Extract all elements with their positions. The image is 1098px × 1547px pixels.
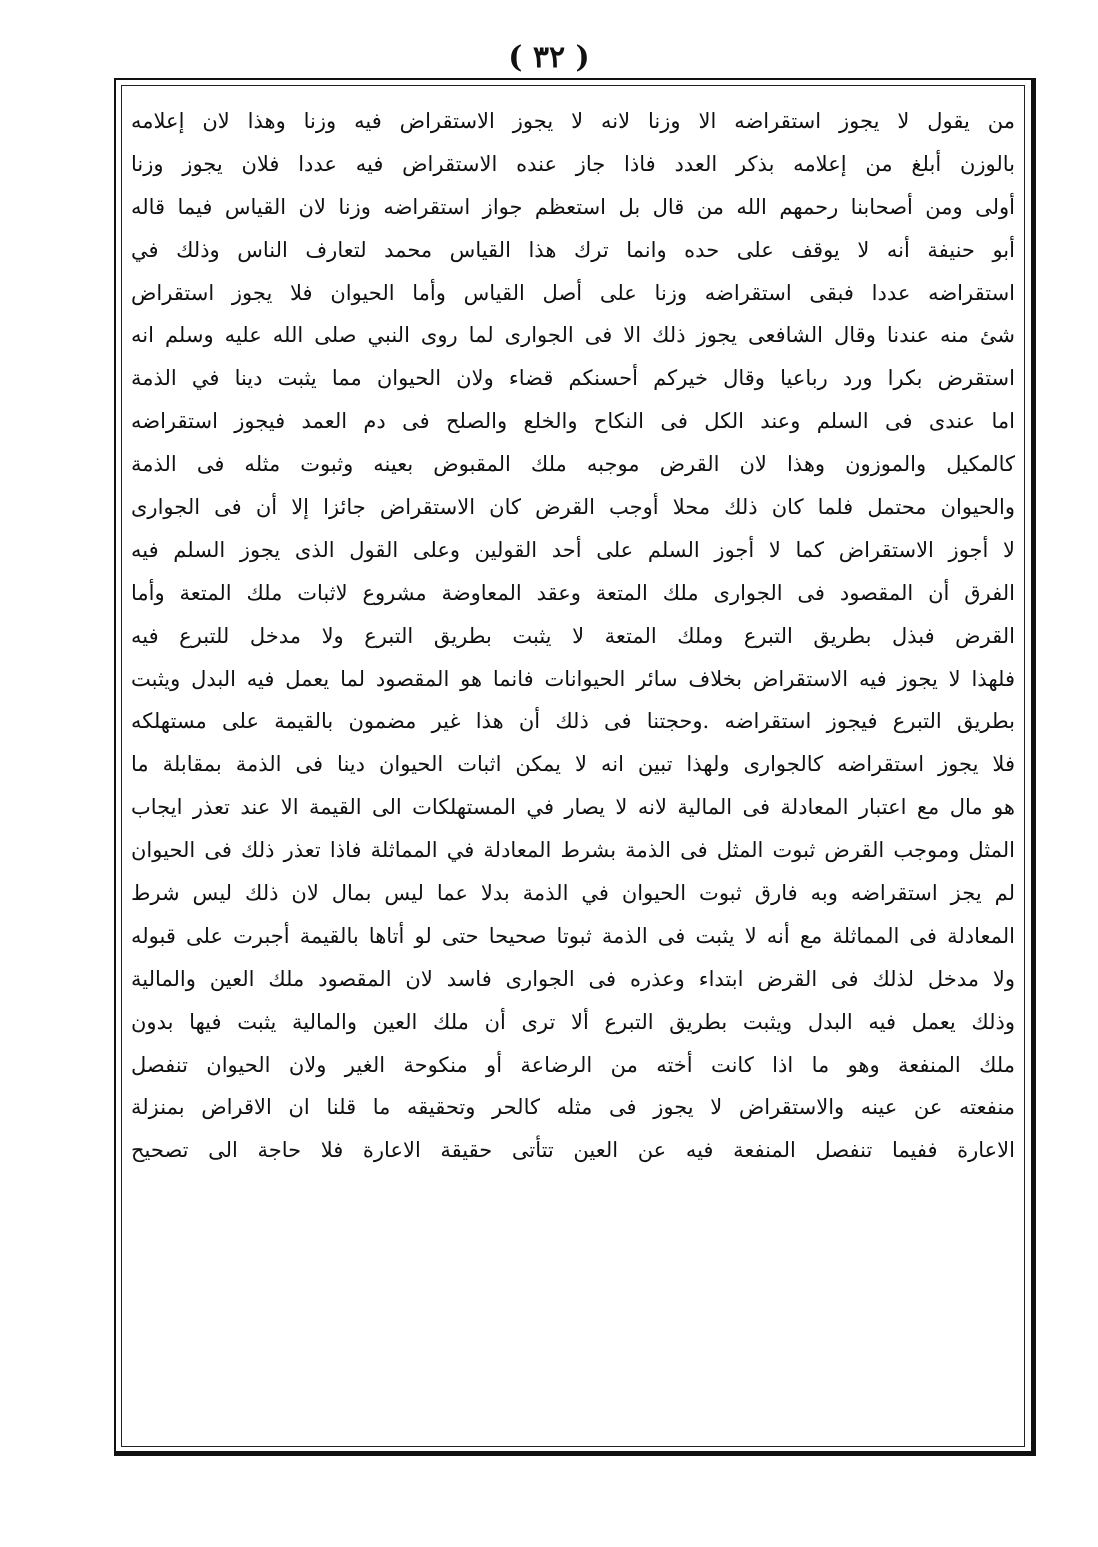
text-line: فلهذا لا يجوز فيه الاستقراض بخلاف سائر الحيوانات فانما هو المقصود لما يعمل فيه البدل ويثبت bbox=[131, 666, 1015, 691]
text-line: المعادلة فى المماثلة مع أنه لا يثبت فى الذمة ثبوتا صحيحا حتى لو أتاها بالقيمة أجبرت على قبوله bbox=[131, 923, 1015, 948]
text-line: وذلك يعمل فيه البدل ويثبت بطريق التبرع ألا ترى أن ملك العين والمالية يثبت فيها بدون bbox=[131, 1009, 1015, 1034]
page-number: ( ٣٢ ) bbox=[508, 40, 590, 75]
text-line: كالمكيل والموزون وهذا لان القرض موجبه ملك المقبوض بعينه وثبوت مثله فى الذمة bbox=[131, 452, 1015, 477]
text-line: استقراضه عددا فبقى استقراضه وزنا على أصل القياس وأما الحيوان فلا يجوز استقراض bbox=[131, 280, 1015, 305]
text-line: ملك المنفعة وهو ما اذا كانت أخته من الرضاعة أو منكوحة الغير ولان الحيوان تنفصل bbox=[131, 1052, 1015, 1077]
text-line: شئ منه عندنا وقال الشافعى يجوز ذلك الا فى الجوارى لما روى النبي صلى الله عليه وسلم انه bbox=[131, 323, 1015, 348]
text-line: استقرض بكرا ورد رباعيا وقال خيركم أحسنكم قضاء ولان الحيوان مما يثبت دينا في الذمة bbox=[131, 366, 1015, 391]
text-line: لم يجز استقراضه وبه فارق ثبوت الحيوان في الذمة بدلا عما ليس بمال لان ذلك ليس شرط bbox=[131, 881, 1015, 906]
text-line: من يقول لا يجوز استقراضه الا وزنا لانه لا يجوز الاستقراض فيه وزنا وهذا لان إعلامه bbox=[131, 109, 1015, 133]
text-line: المثل وموجب القرض ثبوت المثل فى الذمة بشرط المعادلة في المماثلة فاذا تعذر ذلك فى الحيوان bbox=[131, 838, 1015, 863]
text-line: بطريق التبرع فيجوز استقراضه .وحجتنا فى ذلك أن هذا غير مضمون بالقيمة على مستهلكه bbox=[131, 709, 1015, 734]
text-line: والحيوان محتمل فلما كان ذلك محلا أوجب القرض كان الاستقراض جائزا إلا أن فى الجوارى bbox=[131, 495, 1015, 520]
text-line: فلا يجوز استقراضه كالجوارى ولهذا تبين انه لا يمكن اثبات الحيوان دينا فى الذمة بمقابلة ما bbox=[131, 752, 1015, 777]
text-line: الاعارة ففيما تنفصل المنفعة فيه عن العين تتأتى حقيقة الاعارة فلا حاجة الى تصحيح bbox=[131, 1138, 1015, 1163]
text-line: لا أجوز الاستقراض كما لا أجوز السلم على أحد القولين وعلى القول الذى يجوز السلم فيه bbox=[131, 537, 1015, 562]
text-line: اما عندى فى السلم وعند الكل فى النكاح والخلع والصلح فى دم العمد فيجوز استقراضه bbox=[131, 409, 1015, 434]
text-line: هو مال مع اعتبار المعادلة فى المالية لانه لا يصار في المستهلكات الى القيمة الا عند تعذر ايجاب bbox=[131, 795, 1015, 820]
text-line: القرض فبذل بطريق التبرع وملك المتعة لا يثبت بطريق التبرع ولا مدخل للتبرع فيه bbox=[131, 623, 1015, 648]
body-text bbox=[123, 100, 1023, 1440]
text-line: الفرق أن المقصود فى الجوارى ملك المتعة وعقد المعاوضة مشروع لاثبات ملك المتعة وأما bbox=[131, 580, 1015, 605]
text-line: أبو حنيفة أنه لا يوقف على حده وانما ترك هذا القياس محمد لتعارف الناس وذلك في bbox=[131, 237, 1015, 262]
text-line: بالوزن أبلغ من إعلامه بذكر العدد فاذا جاز عنده الاستقراض فيه عددا فلان يجوز وزنا bbox=[131, 151, 1015, 176]
text-line: أولى ومن أصحابنا رحمهم الله من قال بل استعظم جواز استقراضه وزنا لان القياس فيما قاله bbox=[131, 194, 1015, 219]
text-line: منفعته عن عينه والاستقراض لا يجوز فى مثله كالحر وتحقيقه ما قلنا ان الاقراض بمنزلة bbox=[131, 1095, 1015, 1120]
text-line: ولا مدخل لذلك فى القرض ابتداء وعذره فى الجوارى فاسد لان المقصود ملك العين والمالية bbox=[131, 966, 1015, 991]
